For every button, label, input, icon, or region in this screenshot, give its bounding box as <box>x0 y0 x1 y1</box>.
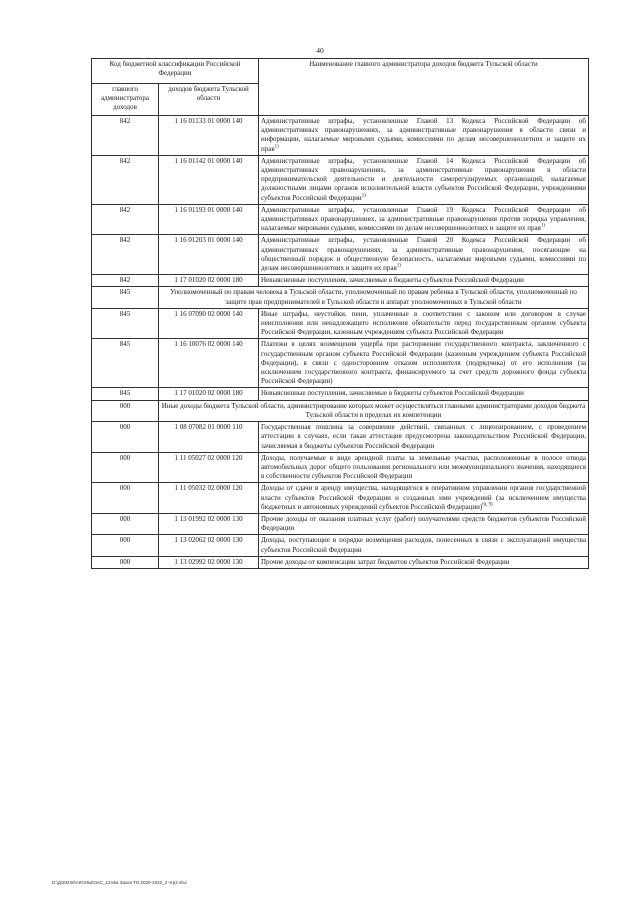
income-name-text: Невыясненные поступления, зачисляемые в бюджеты субъектов Российской Федерации <box>261 389 524 398</box>
table-row <box>92 155 589 204</box>
table-row <box>92 308 589 339</box>
table-row <box>92 556 589 568</box>
page-number: 40 <box>316 46 324 55</box>
income-name-text: Административные штрафы, установленные Главой 13 Кодекса Российской Федерации об административных правонарушениях, за административные правонарушения в области связи и информации, налагаемые мировыми судьями, комиссиями по делам несовершеннолетних и защите их прав <box>261 117 586 153</box>
income-code-cell: 1 16 01203 01 0000 140 <box>159 235 259 275</box>
group-header-row <box>92 400 589 421</box>
table-body <box>92 116 589 569</box>
income-code-cell: 1 13 02992 02 0000 130 <box>159 556 259 568</box>
income-name-cell <box>259 339 589 388</box>
income-code-cell: 1 16 01142 01 0000 140 <box>159 155 259 204</box>
income-name-cell <box>259 116 589 156</box>
income-name-cell <box>259 422 589 453</box>
table-row <box>92 235 589 275</box>
table-row <box>92 483 589 514</box>
income-name-text: Прочие доходы от оказания платных услуг (работ) получателями средств бюджетов субъектов Российской Федерации <box>261 514 586 533</box>
income-name-cell <box>259 556 589 568</box>
admin-code-cell: 842 <box>92 204 159 235</box>
group-title-cell: Уполномоченный по правам человека в Тульской области, уполномоченный по правам ребенка в Тульской области, уполномоченный по защите прав предпринимателей в Тульской области и аппарат уполномоченных в Тульской области <box>159 287 589 308</box>
admin-code-cell: 000 <box>92 422 159 453</box>
admin-code-cell: 842 <box>92 116 159 156</box>
footnote-marker: 1) <box>396 263 401 269</box>
income-name-text: Административные штрафы, установленные Главой 19 Кодекса Российской Федерации об административных правонарушениях, за административные правонарушения против порядка управления, налагаемые мировыми судьями, комиссиями по делам несовершеннолетних и защите их прав <box>261 205 586 233</box>
income-code-cell: 1 17 01020 02 0000 180 <box>159 388 259 400</box>
admin-code-cell: 842 <box>92 275 159 287</box>
income-code-cell: 1 16 01133 01 0000 140 <box>159 116 259 156</box>
income-code-cell: 1 08 07082 01 0000 110 <box>159 422 259 453</box>
admin-code-cell: 000 <box>92 452 159 483</box>
table-row <box>92 275 589 287</box>
income-name-cell <box>259 483 589 514</box>
income-code-cell: 1 11 05027 02 0000 120 <box>159 452 259 483</box>
income-name-cell <box>259 513 589 534</box>
income-name-text: Доходы, поступающие в порядке возмещения расходов, понесенных в связи с эксплуатацией имущества субъектов Российской Федерации <box>261 536 586 554</box>
header-admin-column: главного администратора доходов <box>92 84 159 116</box>
income-name-text: Прочие доходы от компенсации затрат бюджетов субъектов Российской Федерации <box>261 557 510 566</box>
income-name-cell <box>259 235 589 275</box>
table-row <box>92 422 589 453</box>
admin-code-cell: 000 <box>92 483 159 514</box>
admin-code-cell: 845 <box>92 287 159 308</box>
admin-code-cell: 000 <box>92 400 159 421</box>
income-name-cell <box>259 388 589 400</box>
admin-code-cell: 842 <box>92 155 159 204</box>
table-row <box>92 116 589 156</box>
income-code-cell: 1 13 02062 02 0000 130 <box>159 535 259 556</box>
income-code-cell: 1 11 05032 02 0000 120 <box>159 483 259 514</box>
footnote-marker: 1) <box>540 223 545 229</box>
income-code-cell: 1 16 10076 02 0000 140 <box>159 339 259 388</box>
income-name-text: Невыясненные поступления, зачисляемые в бюджеты субъектов Российской Федерации <box>261 276 524 285</box>
header-name-column: Наименование главного администратора доходов бюджета Тульской области <box>259 59 589 116</box>
group-title-cell: Иные доходы бюджета Тульской области, администрирование которых может осуществляться главными администраторами доходов бюджета Тульской области в пределах их компетенции <box>159 400 589 421</box>
income-code-cell: 1 16 01193 01 0000 140 <box>159 204 259 235</box>
income-name-text: Иные штрафы, неустойки, пени, уплаченные в соответствии с законом или договором в случае неисполнения или ненадлежащего исполнения обязательств перед государственным органом субъекта Российской Федерации, казенным учреждением субъекта Российской Федерации <box>261 309 586 337</box>
table-row <box>92 452 589 483</box>
income-name-text: Доходы, получаемые в виде арендной платы за земельные участки, расположенные в полосе отвода автомобильных дорог общего пользования регионального или межмуниципального значения, находящиеся в собственности субъектов Российской Федерации <box>261 453 586 481</box>
income-code-cell: 1 16 07090 02 0000 140 <box>159 308 259 339</box>
admin-code-cell: 000 <box>92 535 159 556</box>
table-row <box>92 388 589 400</box>
admin-code-cell: 845 <box>92 388 159 400</box>
table-row <box>92 535 589 556</box>
income-name-text: Государственная пошлина за совершение действий, связанных с лицензированием, с проведением аттестации в случаях, если такая аттестация предусмотрена законодательством Российской Федерации, зачисляемая в бюджеты субъектов Российской Федерации <box>261 423 586 450</box>
income-code-cell: 1 13 01992 02 0000 130 <box>159 513 259 534</box>
income-name-text: Платежи в целях возмещения ущерба при расторжении государственного контракта, заключенного с государственным органом субъекта Российской Федерации (казенным учреждением субъекта Российской Федерации), в связи с односторонним отказом исполнителя (подрядчика) от его исполнения (за исключением государственного контракта, финансируемого за счет средств дорожного фонда субъекта Российской Федерации) <box>261 340 586 386</box>
income-name-cell <box>259 155 589 204</box>
admin-code-cell: 845 <box>92 339 159 388</box>
table-row <box>92 513 589 534</box>
footer-file-path: D:\Д\20230\АКОНЫ\ОАС_1244м Закон ТО 2020-2022_3 чтр2.xlsx <box>52 880 187 885</box>
income-administrators-table <box>91 58 589 569</box>
footnote-marker: 6), 9) <box>482 502 493 508</box>
group-header-row <box>92 287 589 308</box>
admin-code-cell: 000 <box>92 556 159 568</box>
income-name-cell <box>259 204 589 235</box>
footnote-marker: 1) <box>361 193 366 199</box>
table-row <box>92 204 589 235</box>
income-name-cell <box>259 308 589 339</box>
admin-code-cell: 845 <box>92 308 159 339</box>
income-name-text: Административные штрафы, установленные Главой 20 Кодекса Российской Федерации об административных правонарушениях, за административные правонарушения, посягающие на общественный порядок и общественную безопасность, налагаемые мировыми судьями, комиссиями по делам несовершеннолетних и защите их прав <box>261 236 586 273</box>
header-income-column: доходов бюджета Тульской области <box>159 84 259 116</box>
admin-code-cell: 000 <box>92 513 159 534</box>
header-code-group: Код бюджетной классификации Российской Федерации <box>92 59 259 84</box>
income-name-cell <box>259 535 589 556</box>
footnote-marker: 1) <box>274 144 279 150</box>
income-name-cell <box>259 275 589 287</box>
admin-code-cell: 842 <box>92 235 159 275</box>
income-name-text: Доходы от сдачи в аренду имущества, находящегося в оперативном управлении органов государственной власти субъектов Российской Федерации и созданных ими учреждений (за исключением имущества бюджетных и автономных учреждений субъектов Российской Федерации) <box>261 484 586 511</box>
income-name-text: Административные штрафы, установленные Главой 14 Кодекса Российской Федерации об административных правонарушениях, за административные правонарушения в области предпринимательской деятельности и деятельности саморегулируемых организаций, налагаемые должностными лицами органов исполнительной власти субъектов Российской Федерации, учреждениями субъектов Российской Федерации <box>261 156 586 202</box>
income-name-cell <box>259 452 589 483</box>
table-row <box>92 339 589 388</box>
income-code-cell: 1 17 01020 02 0000 180 <box>159 275 259 287</box>
